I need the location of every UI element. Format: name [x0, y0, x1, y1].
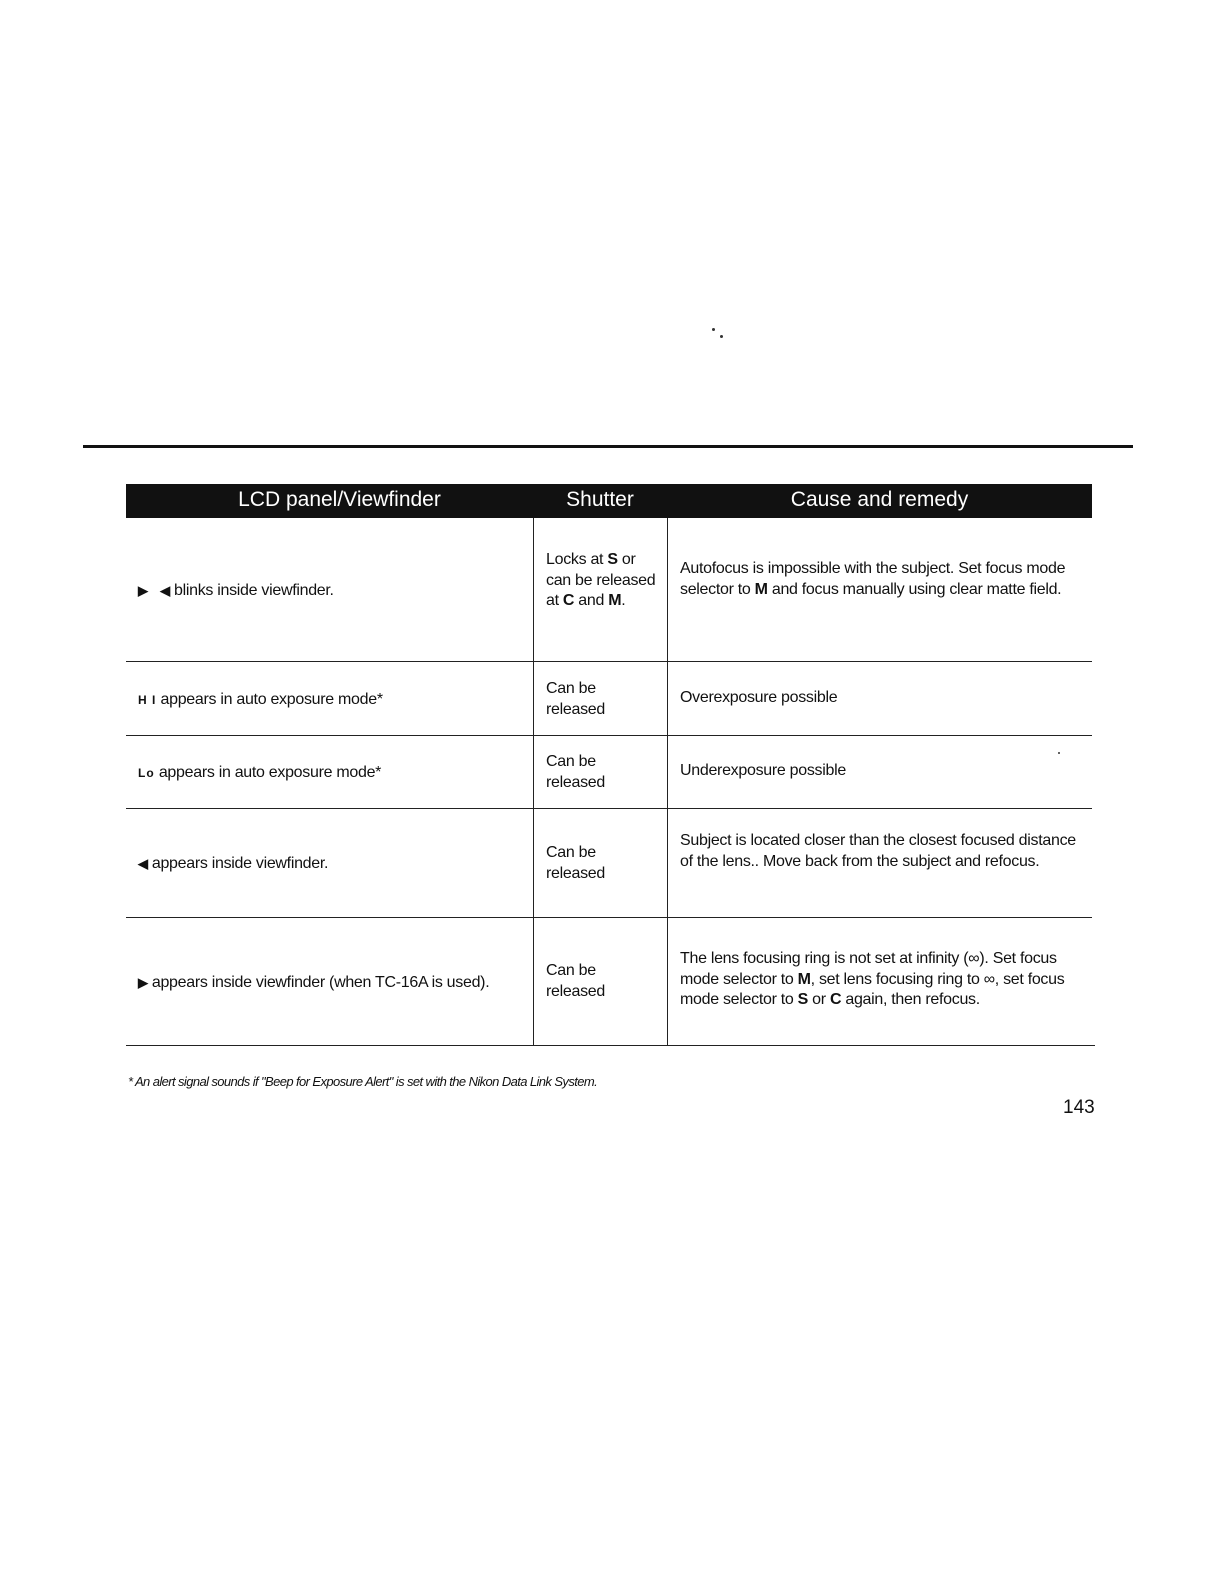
row-divider [126, 661, 1092, 662]
scan-speck [1058, 752, 1060, 754]
scan-speck [712, 328, 715, 331]
lcd-text: appears inside viewfinder (when TC-16A is used). [151, 974, 490, 991]
header-lcd: LCD panel/Viewfinder [238, 488, 441, 511]
lcd-symbol-lo: Lo [138, 766, 155, 780]
shutter-cell: Locks at S or can be released at C and M. [546, 551, 656, 609]
table-header [126, 484, 1092, 518]
shutter-cell: Can be released [546, 844, 605, 882]
cause-cell: Underexposure possible [680, 762, 846, 779]
page-number: 143 [1063, 1097, 1095, 1118]
header-shutter: Shutter [566, 488, 634, 511]
row-divider [126, 1045, 1095, 1046]
table-row [138, 973, 528, 994]
focus-left-icon: ◀ [160, 583, 170, 598]
column-divider [667, 518, 668, 1046]
focus-left-icon: ◀ [138, 856, 148, 871]
header-cause: Cause and remedy [790, 488, 969, 511]
cause-cell: Autofocus is impossible with the subject. Set focus mode selector to M and focus manually using clear matte field. [680, 560, 1066, 598]
lcd-text: appears inside viewfinder. [151, 855, 329, 872]
row-divider [126, 735, 1092, 736]
footnote: * An alert signal sounds if "Beep for Exposure Alert" is set with the Nikon Data Link System. [128, 1074, 598, 1089]
row-divider [126, 808, 1092, 809]
focus-right-icon: ▶ [138, 975, 148, 990]
table-row [138, 690, 528, 711]
shutter-cell: Can be released [546, 962, 605, 1000]
column-divider [533, 518, 534, 1046]
lcd-symbol-hi: H I [138, 693, 157, 707]
cause-cell: Subject is located closer than the closest focused distance of the lens.. Move back from the subject and refocus. [680, 832, 1076, 870]
lcd-text: blinks inside viewfinder. [174, 582, 334, 599]
lcd-text: appears in auto exposure mode* [160, 691, 383, 708]
cause-cell: Overexposure possible [680, 689, 838, 706]
table-row [138, 854, 528, 875]
table-row [138, 581, 528, 602]
top-rule [83, 445, 1133, 448]
row-divider [126, 917, 1092, 918]
focus-right-icon: ▶ [138, 583, 148, 598]
lcd-text: appears in auto exposure mode* [158, 764, 382, 781]
shutter-cell: Can be released [546, 680, 605, 718]
shutter-cell: Can be released [546, 753, 605, 791]
scan-speck [720, 335, 723, 338]
table-row [138, 763, 528, 784]
cause-cell: The lens focusing ring is not set at infinity (∞). Set focus mode selector to M, set lens focusing ring to ∞, set focus mode selector to S or C again, then refocus. [680, 950, 1065, 1008]
